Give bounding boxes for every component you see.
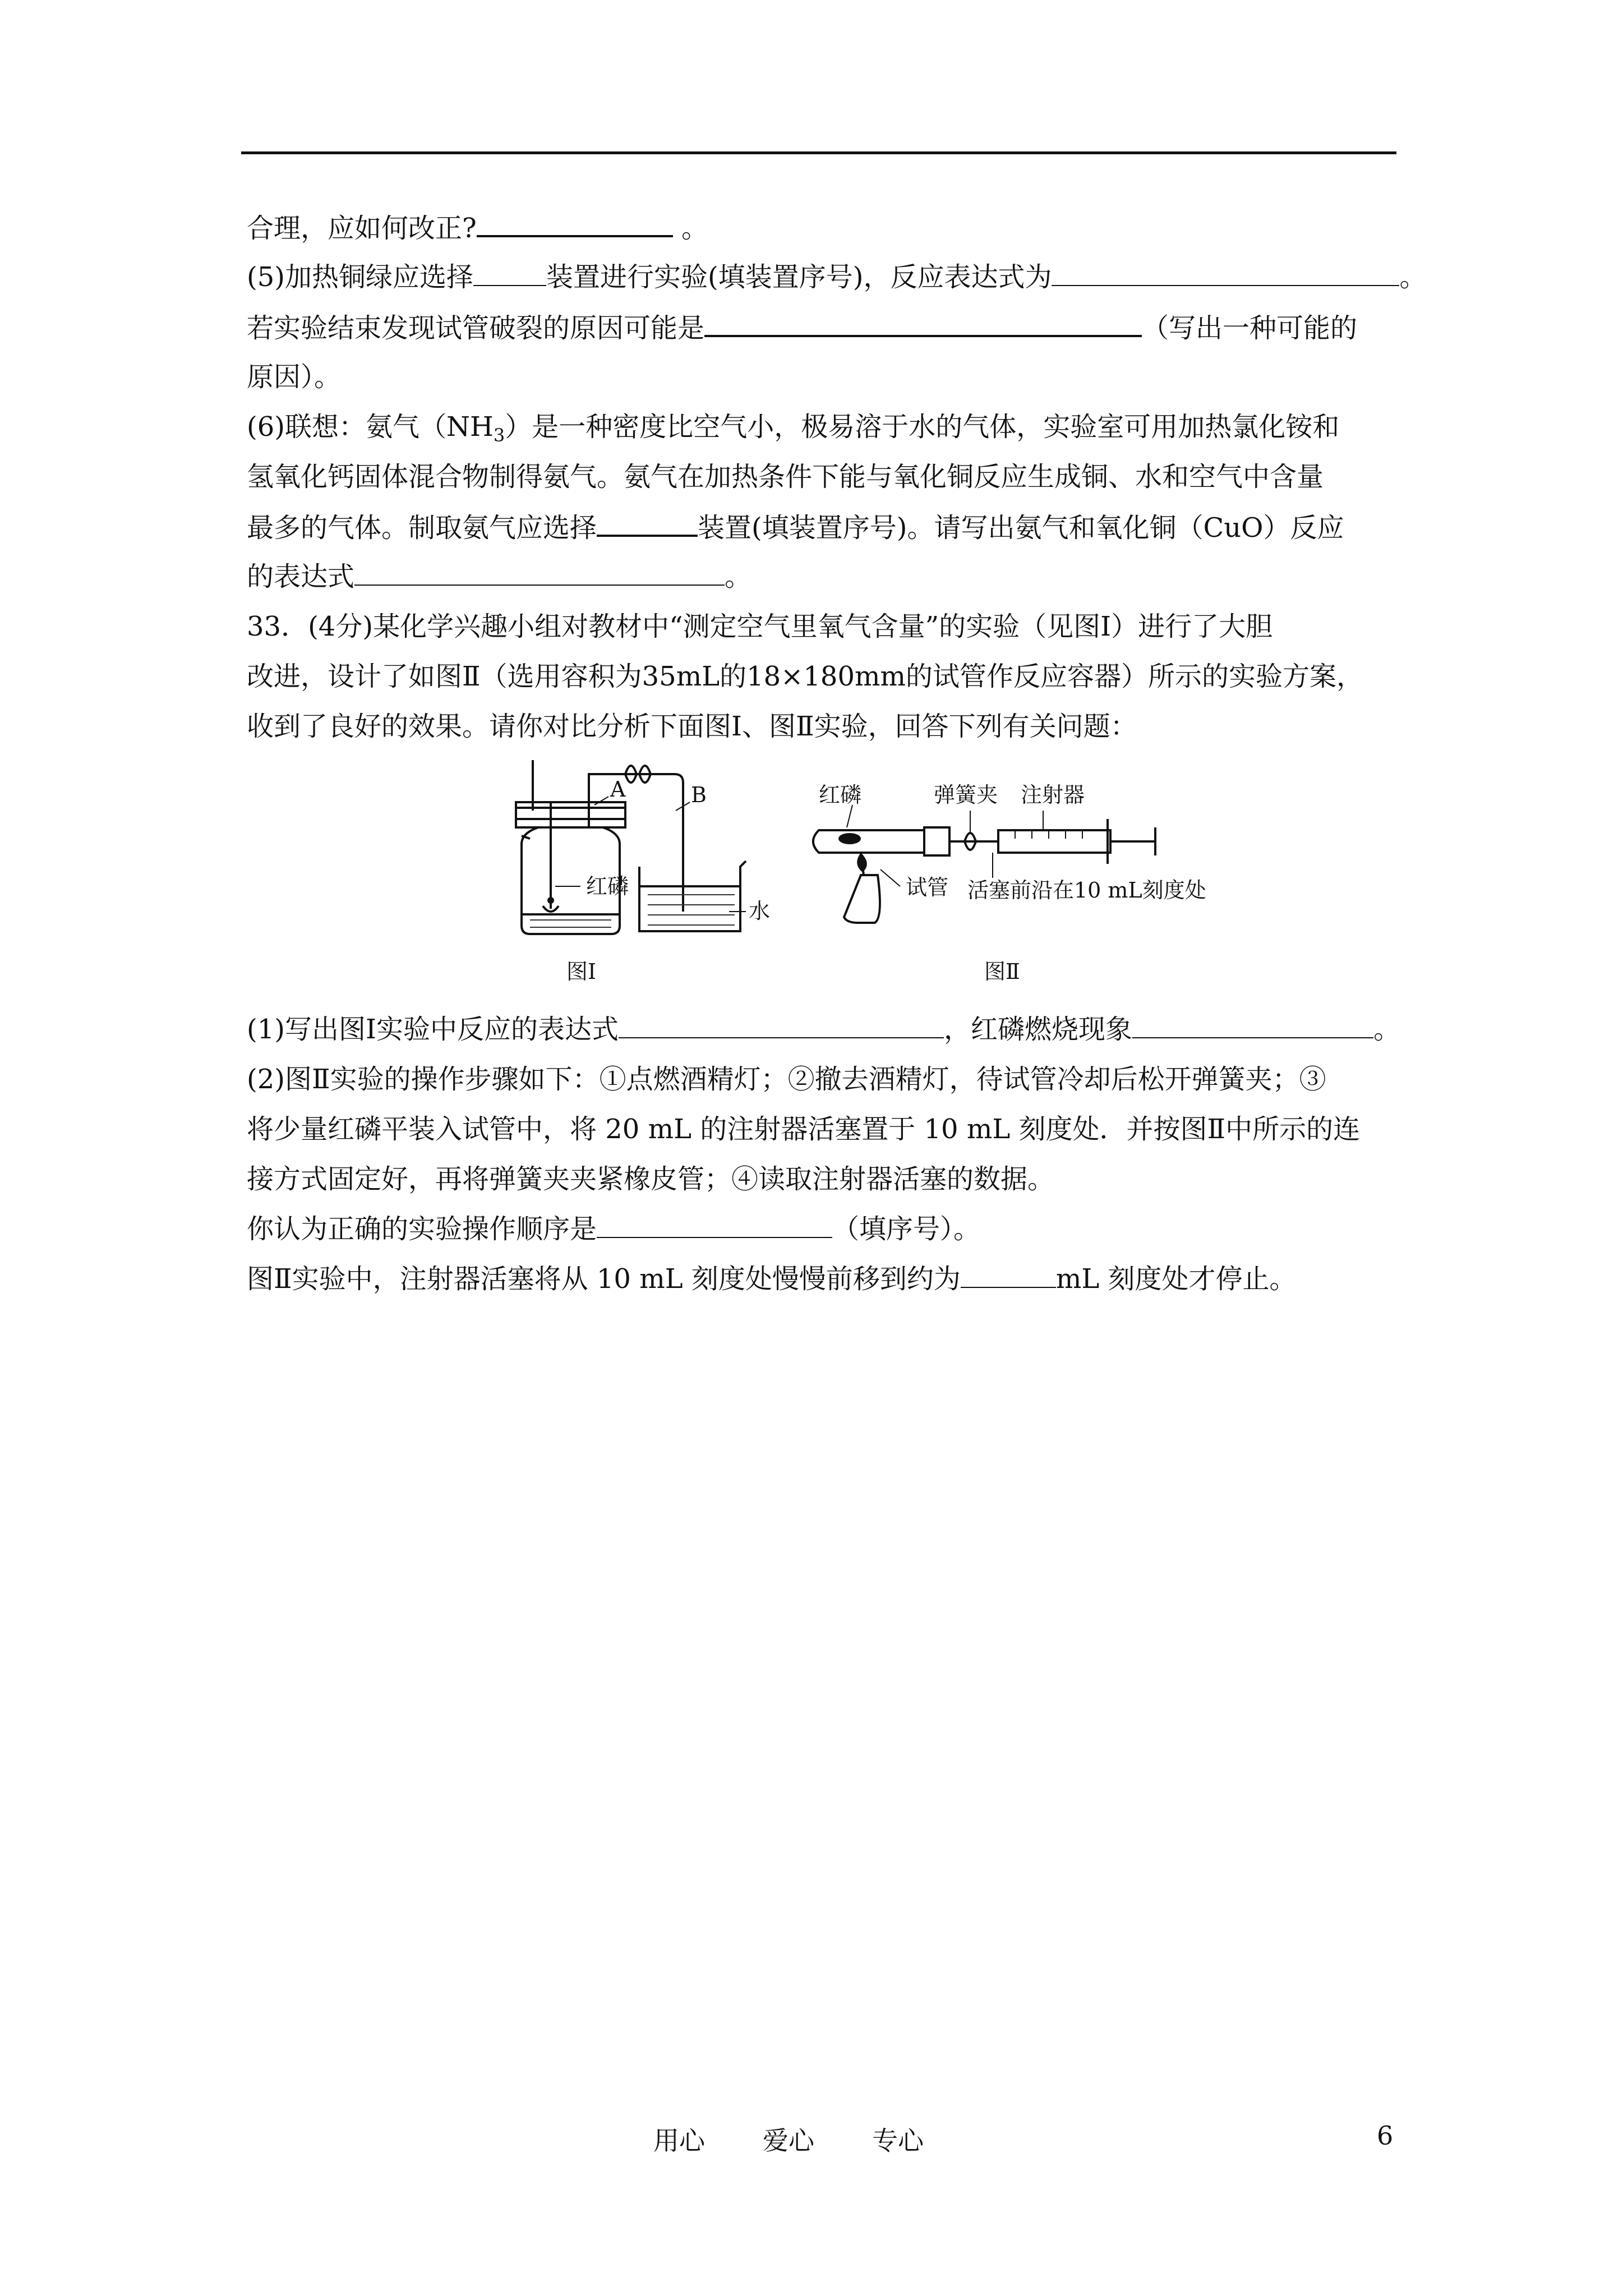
answer-blank[interactable] <box>1052 260 1399 286</box>
label-test-tube: 试管 <box>906 875 949 900</box>
text-line: 若实验结束发现试管破裂的原因可能是 （写出一种可能的 <box>247 310 1357 345</box>
header-rule <box>241 151 1396 154</box>
text-line: 原因）。 <box>247 361 342 393</box>
label-a: A <box>610 777 626 802</box>
text-line: 合理，应如何改正? 。 <box>247 210 708 245</box>
answer-blank[interactable] <box>473 260 546 286</box>
footer-motto-1: 用心 <box>653 2125 705 2156</box>
answer-blank[interactable] <box>354 560 725 586</box>
label-spring-clip: 弹簧夹 <box>934 783 998 807</box>
label-b: B <box>691 783 707 807</box>
figure-1-caption: 图Ⅰ <box>566 959 597 984</box>
text-line: 氢氧化钙固体混合物制得氨气。氨气在加热条件下能与氧化铜反应生成铜、水和空气中含量 <box>247 461 1324 493</box>
figure-1-apparatus <box>482 749 774 996</box>
footer-motto-3: 专心 <box>872 2125 924 2156</box>
beaker <box>639 861 746 931</box>
figure-2-caption: 图Ⅱ <box>984 959 1020 984</box>
label-red-phosphorus: 红磷 <box>586 874 629 899</box>
test-tube <box>813 830 925 853</box>
answer-blank[interactable] <box>597 510 698 537</box>
text-line: (5)加热铜绿应选择 装置进行实验(填装置序号)，反应表达式为 。 <box>247 261 1427 293</box>
question-1: (1)写出图Ⅰ实验中反应的表达式 ，红磷燃烧现象 。 <box>247 1014 1400 1045</box>
figure-2-apparatus <box>796 780 1256 993</box>
text-line: 改进，设计了如图Ⅱ（选用容积为35mL的18×180mm的试管作反应容器）所示的实验方案， <box>247 661 1364 692</box>
answer-blank[interactable] <box>1132 1013 1373 1038</box>
label-syringe: 注射器 <box>1021 783 1085 807</box>
text-line: 最多的气体。制取氨气应选择 装置(填装置序号)。请写出氨气和氧化铜（CuO）反应 <box>247 510 1344 545</box>
question-33-intro: 33．(4分)某化学兴趣小组对教材中“测定空气里氧气含量”的实验（见图Ⅰ）进行了大胆 <box>247 611 1273 642</box>
label-red-phosphorus: 红磷 <box>819 783 862 807</box>
label-water: 水 <box>749 899 771 923</box>
text-line: 接方式固定好，再将弹簧夹夹紧橡皮管；④读取注射器活塞的数据。 <box>247 1163 1055 1195</box>
answer-blank[interactable] <box>619 1013 944 1038</box>
text-line: 你认为正确的实验操作顺序是 （填序号）。 <box>247 1213 981 1245</box>
page-number: 6 <box>1377 2120 1394 2151</box>
flame-icon <box>547 897 554 904</box>
footer-motto-2: 爱心 <box>763 2125 814 2156</box>
tube-stopper <box>924 827 949 855</box>
label-plunger-position: 活塞前沿在10 mL刻度处 <box>967 878 1206 903</box>
answer-blank[interactable] <box>477 210 673 237</box>
text-line: 的表达式 。 <box>247 561 752 592</box>
alcohol-lamp <box>844 875 880 923</box>
answer-blank[interactable] <box>597 1212 832 1238</box>
text-line: 将少量红磷平装入试管中，将 20 mL 的注射器活塞置于 10 mL 刻度处．并按图Ⅱ中所示的连 <box>247 1114 1361 1145</box>
answer-blank[interactable] <box>961 1262 1056 1288</box>
text-line: 收到了良好的效果。请你对比分析下面图Ⅰ、图Ⅱ实验，回答下列有关问题： <box>247 711 1137 742</box>
red-phosphorus-sample <box>838 833 861 844</box>
flame-icon <box>857 853 867 872</box>
question-2: (2)图Ⅱ实验的操作步骤如下：①点燃酒精灯；②撤去酒精灯，待试管冷却后松开弹簧夹；③ <box>247 1064 1326 1095</box>
question-3: 图Ⅱ实验中，注射器活塞将从 10 mL 刻度处慢慢前移到约为 mL 刻度处才停止。 <box>247 1263 1297 1295</box>
text-line: (6)联想：氨气$(NH_3)$是一种密度比空气小，极易溶于水的气体，实验室可用加热氯化铵和 <box>247 411 1340 446</box>
answer-blank[interactable] <box>704 310 1142 337</box>
